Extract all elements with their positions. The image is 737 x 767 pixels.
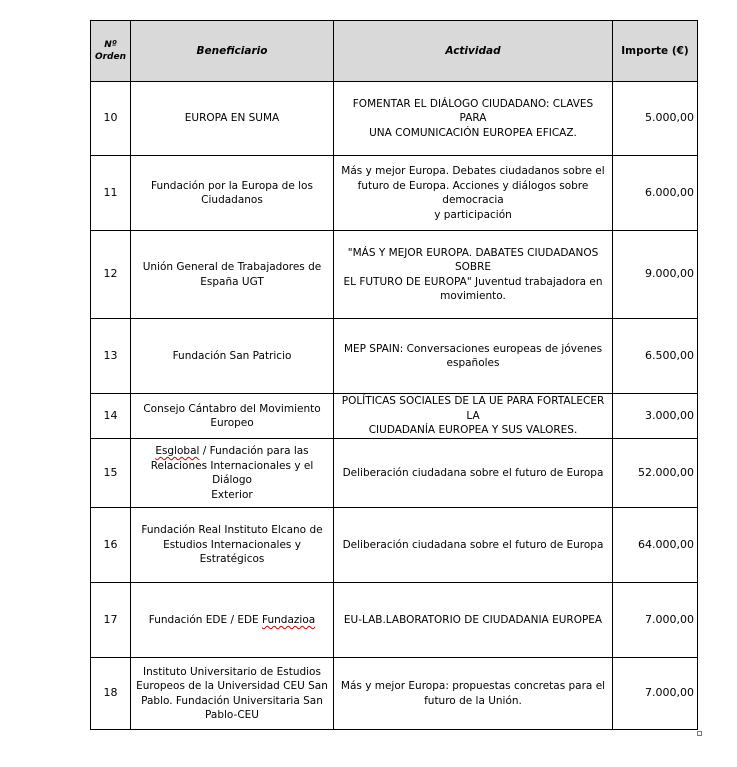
cell-beneficiary-line: Unión General de Trabajadores de — [142, 261, 322, 273]
cell-beneficiary — [131, 394, 334, 439]
header-num: Nº Orden — [91, 21, 131, 82]
spellcheck-underline: Esglobal — [155, 445, 200, 457]
table-row — [91, 82, 698, 156]
cell-beneficiary-line: Esglobal / Fundación para las — [155, 445, 309, 457]
table-row — [91, 231, 698, 319]
cell-activity-line: "MÁS Y MEJOR EUROPA. DABATES CIUDADANOS SOBRE — [347, 246, 599, 273]
cell-beneficiary-line: Europeo — [210, 417, 254, 429]
table-row — [91, 394, 698, 439]
cell-beneficiary — [131, 82, 334, 156]
cell-activity-line: UNA COMUNICACIÓN EUROPEA EFICAZ. — [369, 126, 577, 139]
cell-amount: 52.000,00 — [613, 439, 698, 508]
cell-activity — [334, 394, 613, 439]
header-beneficiary: Beneficiario — [131, 21, 334, 82]
cell-activity-line: Más y mejor Europa: propuestas concretas para el — [340, 680, 606, 692]
cell-activity-line: futuro de la Unión. — [424, 694, 522, 707]
cell-activity — [334, 319, 613, 394]
spellcheck-underline: Fundazioa — [262, 613, 316, 626]
cell-activity-line: EL FUTURO DE EUROPA" Juventud trabajadora en — [343, 275, 603, 288]
cell-activity-line: CIUDADANÍA EUROPEA Y SUS VALORES. — [368, 424, 578, 437]
table-row — [91, 658, 698, 730]
cell-beneficiary-line: Pablo-CEU — [205, 709, 259, 721]
cell-activity — [334, 231, 613, 319]
cell-activity-line: Más y mejor Europa. Debates ciudadanos sobre el — [341, 165, 605, 177]
cell-amount: 7.000,00 — [613, 658, 698, 730]
cell-activity — [334, 508, 613, 583]
cell-amount: 3.000,00 — [613, 394, 698, 439]
cell-activity-line: Deliberación ciudadana sobre el futuro de Europa — [342, 466, 604, 479]
header-row — [91, 21, 698, 82]
cell-beneficiary-line: Pablo. Fundación Universitaria San — [141, 694, 323, 707]
cell-beneficiary-line: España UGT — [200, 275, 264, 288]
cell-beneficiary-line: Exterior — [211, 488, 253, 501]
cell-amount: 64.000,00 — [613, 508, 698, 583]
cell-activity — [334, 82, 613, 156]
cell-activity-line: y participación — [434, 208, 512, 221]
cell-activity-line: MEP SPAIN: Conversaciones europeas de jóvenes — [343, 342, 603, 355]
table-body — [91, 82, 698, 730]
cell-beneficiary-line: EUROPA EN SUMA — [184, 112, 280, 125]
cell-beneficiary-line: Estudios Internacionales y Estratégicos — [163, 538, 301, 566]
cell-num: 16 — [91, 508, 131, 583]
cell-beneficiary-line: Consejo Cántabro del Movimiento — [143, 402, 321, 415]
cell-activity-line: EU-LAB.LABORATORIO DE CIUDADANIA EUROPEA — [343, 613, 603, 626]
cell-beneficiary — [131, 231, 334, 319]
cell-amount: 7.000,00 — [613, 583, 698, 658]
cell-num: 10 — [91, 82, 131, 156]
header-activity: Actividad — [334, 21, 613, 82]
cell-num: 15 — [91, 439, 131, 508]
cell-beneficiary-line: Fundación San Patricio — [172, 349, 292, 362]
cell-num: 18 — [91, 658, 131, 730]
cell-beneficiary-line: Relaciones Internacionales y el Diálogo — [150, 459, 314, 486]
cell-num: 14 — [91, 394, 131, 439]
cell-activity-line: españoles — [446, 357, 500, 369]
cell-activity-line: POLÍTICAS SOCIALES DE LA UE PARA FORTALECER LA — [341, 395, 605, 422]
cell-beneficiary — [131, 583, 334, 658]
table-resize-handle[interactable] — [697, 731, 702, 736]
cell-num: 12 — [91, 231, 131, 319]
cell-activity — [334, 156, 613, 231]
cell-activity — [334, 439, 613, 508]
grants-table — [90, 20, 698, 730]
cell-amount: 5.000,00 — [613, 82, 698, 156]
cell-beneficiary-line: Europeos de la Universidad CEU San — [136, 680, 328, 692]
cell-beneficiary-line: Fundación Real Instituto Elcano de — [141, 524, 323, 537]
header-amount: Importe (€) — [613, 21, 698, 82]
table-row — [91, 319, 698, 394]
cell-activity-line: futuro de Europa. Acciones y diálogos sobre democracia — [357, 179, 589, 206]
cell-beneficiary — [131, 439, 334, 508]
table-row — [91, 439, 698, 508]
cell-activity-line: movimiento. — [440, 290, 506, 302]
cell-beneficiary-line: Fundación EDE / EDE Fundazioa — [148, 613, 316, 626]
cell-amount: 9.000,00 — [613, 231, 698, 319]
cell-beneficiary-line: Fundación por la Europa de los — [151, 179, 313, 192]
cell-activity — [334, 658, 613, 730]
cell-beneficiary — [131, 319, 334, 394]
cell-num: 11 — [91, 156, 131, 231]
cell-beneficiary — [131, 156, 334, 231]
cell-amount: 6.000,00 — [613, 156, 698, 231]
table-row — [91, 583, 698, 658]
cell-beneficiary-line: Instituto Universitario de Estudios — [143, 665, 321, 678]
cell-num: 17 — [91, 583, 131, 658]
cell-amount: 6.500,00 — [613, 319, 698, 394]
cell-beneficiary — [131, 508, 334, 583]
cell-num: 13 — [91, 319, 131, 394]
cell-beneficiary — [131, 658, 334, 730]
cell-activity — [334, 583, 613, 658]
cell-activity-line: FOMENTAR EL DIÁLOGO CIUDADANO: CLAVES PARA — [352, 97, 594, 125]
cell-activity-line: Deliberación ciudadana sobre el futuro de Europa — [342, 538, 604, 551]
table-row — [91, 156, 698, 231]
table-row — [91, 508, 698, 583]
cell-beneficiary-line: Ciudadanos — [201, 194, 263, 206]
